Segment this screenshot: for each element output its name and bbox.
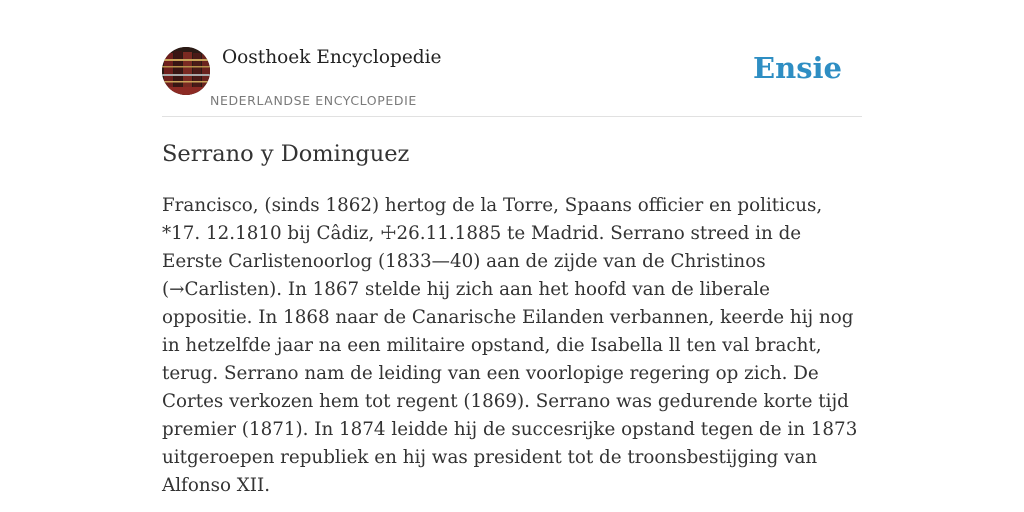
- entry-body: Francisco, (sinds 1862) hertog de la Torre, Spaans officier en politicus, *17. 12.1810 bij Câdiz, ☩26.11.1885 te Madrid. Serrano streed in de Eerste Carlistenoorlog (1833—40) aan de zijde van de Christinos (→Carlisten). In 1867 stelde hij zich aan het hoofd van de liberale oppositie. In 1868 naar de Canarische Eilanden verbannen, keerde hij nog in hetzelfde jaar na een militaire opstand, die Isabella ll ten val bracht, terug. Serrano nam de leiding van een voorlopige regering op zich. De Cortes verkozen hem tot regent (1869). Serrano was gedurende korte tijd premier (1871). In 1874 leidde hij de succesrijke opstand tegen de in 1873 uitgeroepen republiek en hij was president tot de troonsbestijging van Alfonso XII.: [162, 195, 858, 496]
- entry-title: Serrano y Dominguez: [162, 141, 410, 167]
- book-spines-icon[interactable]: [162, 47, 210, 95]
- ensie-logo-link[interactable]: Ensie: [753, 51, 842, 85]
- site-header: [162, 46, 862, 117]
- source-title[interactable]: Oosthoek Encyclopedie: [222, 47, 442, 68]
- source-subtitle: NEDERLANDSE ENCYCLOPEDIE: [210, 93, 417, 108]
